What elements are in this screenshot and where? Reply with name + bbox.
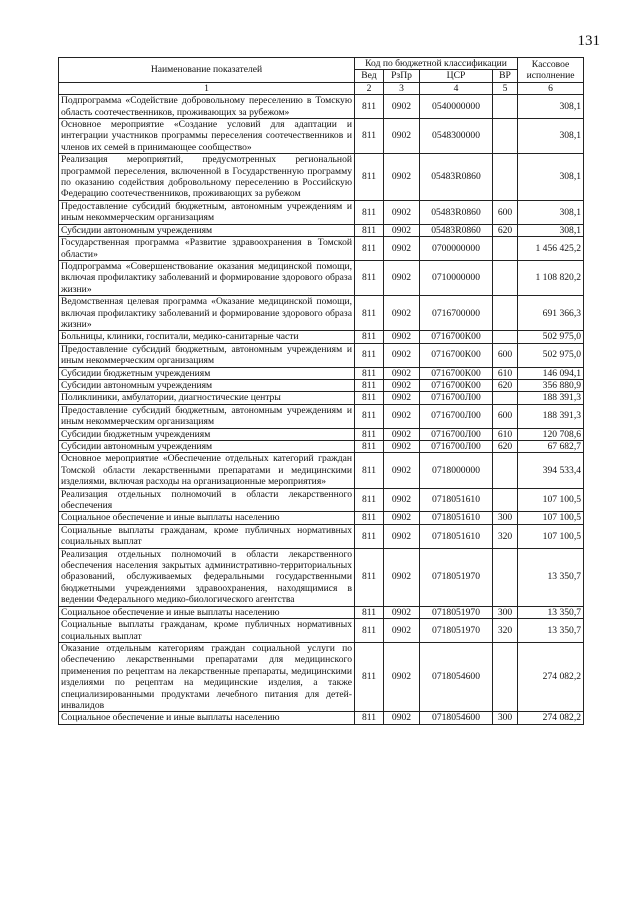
column-index: 3 [384, 82, 420, 94]
header-ved: Вед [355, 70, 384, 82]
cell-rzpr: 0902 [384, 606, 420, 618]
cell-ved: 811 [355, 379, 384, 391]
cell-amount: 394 533,4 [518, 453, 584, 488]
cell-indicator-name: Реализация отдельных полномочий в области лекарственного обеспечения населения закрытых административно-территориальных образований, обслуживаемых федеральными государственными бюджетными учреждениями здравоохранения, находящимися в ведении Федерального медико-биологического агентства [59, 548, 355, 606]
cell-vr: 600 [493, 200, 518, 224]
table-row [59, 404, 584, 428]
cell-indicator-name: Предоставление субсидий бюджетным, автономным учреждениям и иным некоммерческим организациям [59, 404, 355, 428]
column-index: 6 [518, 82, 584, 94]
cell-vr: 300 [493, 512, 518, 524]
table-row [59, 606, 584, 618]
cell-amount: 188 391,3 [518, 404, 584, 428]
cell-amount: 502 975,0 [518, 343, 584, 367]
cell-rzpr: 0902 [384, 392, 420, 404]
cell-rzpr: 0902 [384, 712, 420, 724]
cell-vr: 300 [493, 712, 518, 724]
cell-amount: 308,1 [518, 119, 584, 154]
cell-amount: 1 108 820,2 [518, 260, 584, 295]
cell-ved: 811 [355, 428, 384, 440]
table-row [59, 379, 584, 391]
cell-ved: 811 [355, 260, 384, 295]
cell-ved: 811 [355, 392, 384, 404]
cell-csr: 0718051970 [420, 606, 493, 618]
cell-rzpr: 0902 [384, 619, 420, 643]
cell-amount: 13 350,7 [518, 619, 584, 643]
table-row [59, 712, 584, 724]
cell-ved: 811 [355, 224, 384, 236]
cell-amount: 1 456 425,2 [518, 237, 584, 261]
cell-vr [493, 119, 518, 154]
cell-csr: 0718051970 [420, 619, 493, 643]
header-budget-code-group: Код по бюджетной классификации [355, 58, 518, 70]
cell-ved: 811 [355, 619, 384, 643]
cell-indicator-name: Предоставление субсидий бюджетным, автономным учреждениям и иным некоммерческим организациям [59, 343, 355, 367]
cell-csr: 0716700К00 [420, 367, 493, 379]
cell-csr: 0716700Л00 [420, 441, 493, 453]
cell-rzpr: 0902 [384, 453, 420, 488]
cell-vr: 320 [493, 524, 518, 548]
cell-ved: 811 [355, 331, 384, 343]
cell-vr: 610 [493, 367, 518, 379]
column-index: 2 [355, 82, 384, 94]
table-row [59, 367, 584, 379]
cell-indicator-name: Социальное обеспечение и иные выплаты населению [59, 712, 355, 724]
cell-vr: 300 [493, 606, 518, 618]
cell-ved: 811 [355, 200, 384, 224]
cell-amount: 107 100,5 [518, 524, 584, 548]
header-rzpr: РзПр [384, 70, 420, 82]
cell-rzpr: 0902 [384, 428, 420, 440]
cell-ved: 811 [355, 237, 384, 261]
cell-csr: 0700000000 [420, 237, 493, 261]
cell-indicator-name: Предоставление субсидий бюджетным, автономным учреждениям и иным некоммерческим организациям [59, 200, 355, 224]
cell-ved: 811 [355, 367, 384, 379]
cell-csr: 0710000000 [420, 260, 493, 295]
table-row [59, 488, 584, 512]
cell-amount: 67 682,7 [518, 441, 584, 453]
cell-amount: 356 880,9 [518, 379, 584, 391]
cell-csr: 0716700Л00 [420, 428, 493, 440]
cell-ved: 811 [355, 95, 384, 119]
cell-csr: 0716700К00 [420, 379, 493, 391]
cell-vr: 620 [493, 224, 518, 236]
cell-vr: 610 [493, 428, 518, 440]
cell-amount: 146 094,1 [518, 367, 584, 379]
table-row [59, 224, 584, 236]
table-row [59, 154, 584, 201]
header-csr: ЦСР [420, 70, 493, 82]
table-row [59, 237, 584, 261]
header-indicator-name: Наименование показателей [59, 58, 355, 83]
cell-indicator-name: Больницы, клиники, госпитали, медико-санитарные части [59, 331, 355, 343]
cell-amount: 274 082,2 [518, 712, 584, 724]
column-index: 5 [493, 82, 518, 94]
cell-ved: 811 [355, 488, 384, 512]
cell-rzpr: 0902 [384, 95, 420, 119]
cell-amount: 691 366,3 [518, 296, 584, 331]
cell-ved: 811 [355, 548, 384, 606]
cell-vr [493, 642, 518, 711]
cell-ved: 811 [355, 154, 384, 201]
cell-vr: 620 [493, 379, 518, 391]
cell-rzpr: 0902 [384, 512, 420, 524]
cell-rzpr: 0902 [384, 488, 420, 512]
cell-indicator-name: Субсидии автономным учреждениям [59, 224, 355, 236]
table-row [59, 512, 584, 524]
cell-ved: 811 [355, 512, 384, 524]
cell-ved: 811 [355, 441, 384, 453]
table-row [59, 619, 584, 643]
cell-ved: 811 [355, 404, 384, 428]
cell-csr: 0716700Л00 [420, 404, 493, 428]
cell-csr: 0716700К00 [420, 343, 493, 367]
cell-csr: 0540000000 [420, 95, 493, 119]
cell-rzpr: 0902 [384, 296, 420, 331]
cell-rzpr: 0902 [384, 260, 420, 295]
cell-indicator-name: Субсидии автономным учреждениям [59, 441, 355, 453]
column-index: 4 [420, 82, 493, 94]
table-row [59, 428, 584, 440]
cell-amount: 13 350,7 [518, 606, 584, 618]
page-number: 131 [577, 33, 600, 49]
cell-vr [493, 237, 518, 261]
cell-rzpr: 0902 [384, 224, 420, 236]
cell-rzpr: 0902 [384, 367, 420, 379]
cell-indicator-name: Субсидии автономным учреждениям [59, 379, 355, 391]
cell-rzpr: 0902 [384, 642, 420, 711]
table-row [59, 642, 584, 711]
cell-amount: 107 100,5 [518, 488, 584, 512]
column-index: 1 [59, 82, 355, 94]
cell-rzpr: 0902 [384, 237, 420, 261]
cell-rzpr: 0902 [384, 119, 420, 154]
cell-rzpr: 0902 [384, 331, 420, 343]
cell-indicator-name: Подпрограмма «Совершенствование оказания медицинской помощи, включая профилактику заболеваний и формирование здорового образа жизни» [59, 260, 355, 295]
cell-indicator-name: Субсидии бюджетным учреждениям [59, 428, 355, 440]
cell-csr: 0716700Л00 [420, 392, 493, 404]
cell-amount: 308,1 [518, 95, 584, 119]
cell-amount: 13 350,7 [518, 548, 584, 606]
table-row [59, 524, 584, 548]
cell-rzpr: 0902 [384, 200, 420, 224]
cell-indicator-name: Социальные выплаты гражданам, кроме публичных нормативных социальных выплат [59, 524, 355, 548]
cell-indicator-name: Ведомственная целевая программа «Оказание медицинской помощи, включая профилактику заболеваний и формирование здорового образа жизни» [59, 296, 355, 331]
cell-ved: 811 [355, 453, 384, 488]
cell-rzpr: 0902 [384, 404, 420, 428]
cell-csr: 0718054600 [420, 642, 493, 711]
cell-indicator-name: Подпрограмма «Содействие добровольному переселению в Томскую область соотечественников, проживающих за рубежом» [59, 95, 355, 119]
cell-csr: 0718000000 [420, 453, 493, 488]
cell-amount: 274 082,2 [518, 642, 584, 711]
cell-vr [493, 331, 518, 343]
table-row [59, 441, 584, 453]
cell-vr [493, 548, 518, 606]
cell-indicator-name: Основное мероприятие «Обеспечение отдельных категорий граждан Томской области лекарственными препаратами и медицинскими изделиями, включая расходы на организационные мероприятия» [59, 453, 355, 488]
table-row [59, 296, 584, 331]
cell-vr [493, 260, 518, 295]
cell-indicator-name: Поликлиники, амбулатории, диагностические центры [59, 392, 355, 404]
cell-indicator-name: Социальное обеспечение и иные выплаты населению [59, 606, 355, 618]
table-row [59, 392, 584, 404]
cell-csr: 0716700000 [420, 296, 493, 331]
cell-csr: 0548300000 [420, 119, 493, 154]
cell-rzpr: 0902 [384, 154, 420, 201]
table-body [59, 95, 584, 725]
cell-amount: 120 708,6 [518, 428, 584, 440]
cell-csr: 05483R0860 [420, 154, 493, 201]
cell-rzpr: 0902 [384, 343, 420, 367]
cell-amount: 502 975,0 [518, 331, 584, 343]
cell-ved: 811 [355, 606, 384, 618]
header-cash-execution: Кассовое исполнение [518, 58, 584, 83]
cell-rzpr: 0902 [384, 379, 420, 391]
table-row [59, 119, 584, 154]
cell-vr [493, 296, 518, 331]
table-row [59, 453, 584, 488]
cell-indicator-name: Реализация мероприятий, предусмотренных региональной программой переселения, включенной в Государственную программу по оказанию содействия добровольному переселению в Российскую Федерацию соотечественников, проживающих за рубежом [59, 154, 355, 201]
cell-csr: 05483R0860 [420, 200, 493, 224]
cell-vr: 600 [493, 343, 518, 367]
table-row [59, 260, 584, 295]
table-row [59, 548, 584, 606]
cell-amount: 308,1 [518, 224, 584, 236]
cell-indicator-name: Реализация отдельных полномочий в области лекарственного обеспечения [59, 488, 355, 512]
cell-indicator-name: Социальное обеспечение и иные выплаты населению [59, 512, 355, 524]
table-row [59, 95, 584, 119]
cell-vr [493, 154, 518, 201]
cell-ved: 811 [355, 343, 384, 367]
cell-vr: 600 [493, 404, 518, 428]
cell-csr: 0718051610 [420, 488, 493, 512]
cell-ved: 811 [355, 712, 384, 724]
cell-vr [493, 488, 518, 512]
cell-indicator-name: Оказание отдельным категориям граждан социальной услуги по обеспечению лекарственными препаратами для медицинского применения по рецептам на лекарственные препараты, медицинскими изделиями по рецептам на медицинские изделия, а также специализированными продуктами лечебного питания для детей-инвалидов [59, 642, 355, 711]
cell-indicator-name: Государственная программа «Развитие здравоохранения в Томской области» [59, 237, 355, 261]
header-vr: ВР [493, 70, 518, 82]
cell-ved: 811 [355, 642, 384, 711]
cell-rzpr: 0902 [384, 524, 420, 548]
cell-csr: 05483R0860 [420, 224, 493, 236]
cell-vr [493, 95, 518, 119]
cell-rzpr: 0902 [384, 441, 420, 453]
cell-csr: 0718051970 [420, 548, 493, 606]
cell-csr: 0718054600 [420, 712, 493, 724]
cell-amount: 188 391,3 [518, 392, 584, 404]
cell-indicator-name: Социальные выплаты гражданам, кроме публичных нормативных социальных выплат [59, 619, 355, 643]
cell-amount: 107 100,5 [518, 512, 584, 524]
cell-vr: 620 [493, 441, 518, 453]
cell-ved: 811 [355, 119, 384, 154]
cell-ved: 811 [355, 296, 384, 331]
cell-ved: 811 [355, 524, 384, 548]
budget-execution-table [58, 57, 584, 725]
cell-csr: 0718051610 [420, 524, 493, 548]
cell-vr [493, 453, 518, 488]
cell-vr [493, 392, 518, 404]
cell-csr: 0718051610 [420, 512, 493, 524]
table-row [59, 331, 584, 343]
table-row [59, 343, 584, 367]
table-row [59, 200, 584, 224]
cell-csr: 0716700К00 [420, 331, 493, 343]
cell-vr: 320 [493, 619, 518, 643]
cell-indicator-name: Субсидии бюджетным учреждениям [59, 367, 355, 379]
cell-indicator-name: Основное мероприятие «Создание условий для адаптации и интеграции участников программы переселения соотечественников и членов их семей в принимающее сообщество» [59, 119, 355, 154]
cell-amount: 308,1 [518, 200, 584, 224]
cell-rzpr: 0902 [384, 548, 420, 606]
cell-amount: 308,1 [518, 154, 584, 201]
